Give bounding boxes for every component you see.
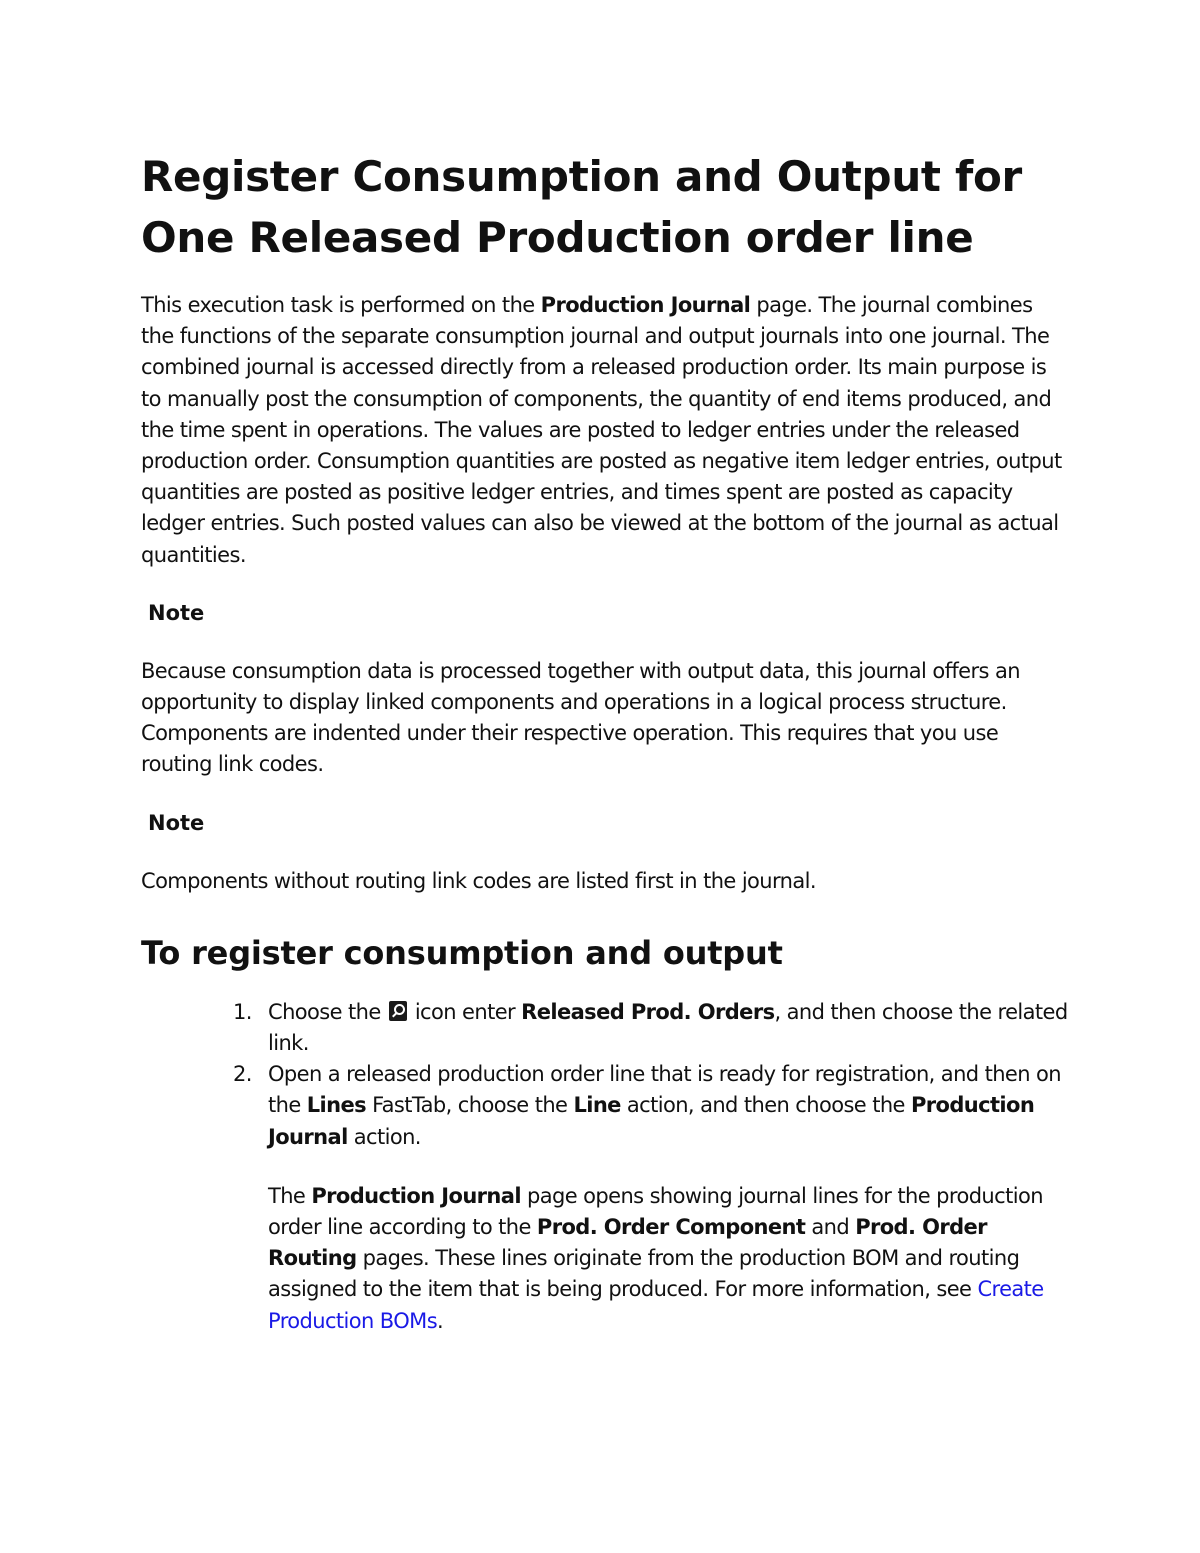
production-journal-term: Production Journal xyxy=(268,1093,1035,1149)
note-text: Components without routing link codes are listed first in the journal. xyxy=(141,868,816,893)
note-label: Note xyxy=(148,600,205,625)
create-production-boms-link[interactable]: Create Production BOMs xyxy=(268,1277,1044,1333)
production-journal-term: Production Journal xyxy=(540,293,751,317)
prod-order-component-term: Prod. Order Component xyxy=(536,1215,806,1240)
prod-order-routing-term: Prod. Order Routing xyxy=(268,1215,987,1271)
production-journal-term: Production Journal xyxy=(311,1183,521,1208)
search-icon xyxy=(389,1001,407,1021)
document-page xyxy=(141,146,1071,1337)
note-label: Note xyxy=(148,810,205,835)
lines-term: Lines xyxy=(306,1093,367,1118)
steps-list xyxy=(141,997,1071,1337)
section-heading: To register consumption and output xyxy=(141,933,783,972)
note-text: Because consumption data is processed together with output data, this journal offers an opportunity to display linked components and operations in a logical process structure. Components are indented under their respective operation. This requires that you use routing link codes. xyxy=(141,658,1020,777)
released-prod-orders-term: Released Prod. Orders xyxy=(521,999,775,1024)
line-term: Line xyxy=(573,1093,621,1118)
intro-paragraph: This execution task is performed on the Production Journal page. The journal combines the functions of the separate consumption journal and output journals into one journal. The combined journal is accessed directly from a released production order. Its main purpose is to manually post the consumption of components, the quantity of end items produced, and the time spent in operations. The values are posted to ledger entries under the released production order. Consumption quantities are posted as negative item ledger entries, output quantities are posted as positive ledger entries, and times spent are posted as capacity ledger entries. Such posted values can also be viewed at the bottom of the journal as actual quantities. xyxy=(141,293,1062,567)
step-number: 2. xyxy=(233,1062,252,1087)
list-item: 2. Open a released production order line that is ready for registration, and then on the Lines FastTab, choose the Line action, and then choose the Production Journal action. The Production Journal page opens showing journal lines for the production order line according to the Prod. Order Component and Prod. Order Routing pages. These lines originate from the production BOM and routing assigned to the item that is being produced. For more information, see Create Production BOMs. xyxy=(141,1059,1071,1337)
page-title: Register Consumption and Output for One Released Production order line xyxy=(141,152,1022,262)
step-number: 1. xyxy=(233,999,252,1024)
list-item: 1. Choose the icon enter Released Prod. Orders, and then choose the related link. xyxy=(141,997,1071,1059)
step-detail: The Production Journal page opens showing journal lines for the production order line according to the Prod. Order Component and Prod. Order Routing pages. These lines originate from the production BOM and routing assigned to the item that is being produced. For more information, see Create Production BOMs. xyxy=(268,1183,1044,1333)
